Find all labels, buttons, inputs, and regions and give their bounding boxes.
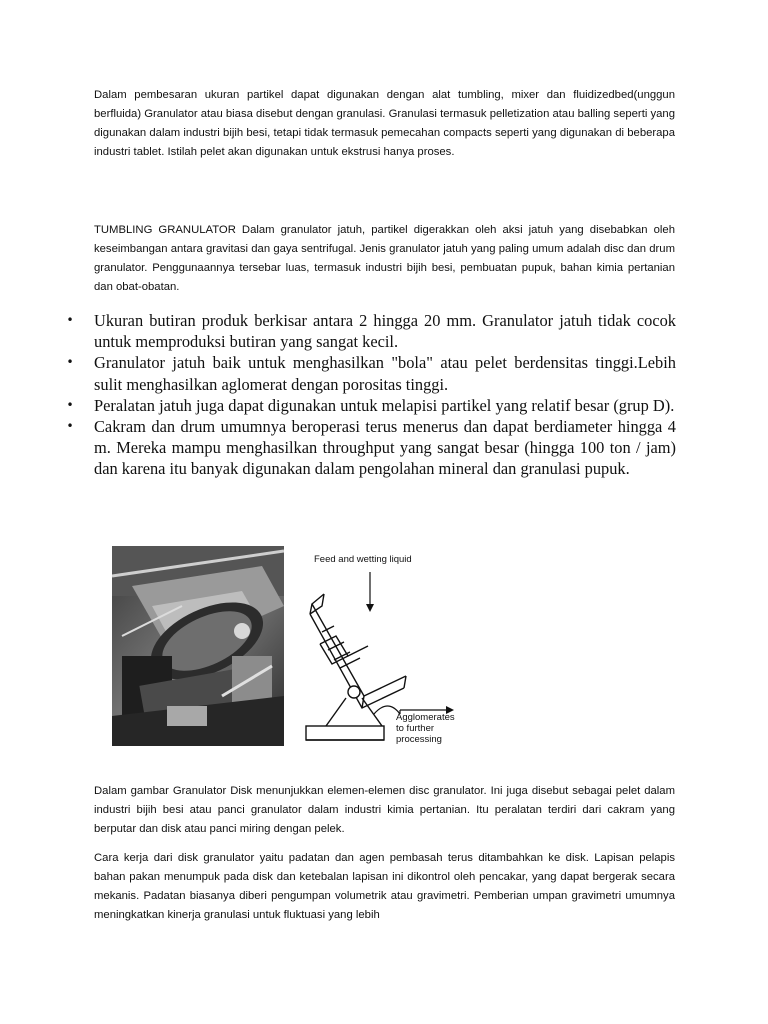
bullet-text: Peralatan jatuh juga dapat digunakan untuk melapisi partikel yang relatif besar (grup D). [94, 395, 675, 415]
list-item [64, 395, 676, 416]
intro-paragraph: Dalam pembesaran ukuran partikel dapat digunakan dengan alat tumbling, mixer dan fluidizedbed(unggun berfluida) Granulator atau biasa disebut dengan granulasi. Granulasi termasuk pelletization atau balling seperti yang digunakan dalam industri bijih besi, tetapi tidak termasuk pemecahan compacts seperti yang digunakan di beberapa industri tablet. Istilah pelet akan digunakan untuk ekstrusi hanya proses. [94, 89, 675, 158]
bullet-text: Granulator jatuh baik untuk menghasilkan "bola" atau pelet berdensitas tinggi.Lebih sulit menghasilkan aglomerat dengan porositas tinggi. [94, 353, 676, 394]
bullet-icon: • [66, 419, 74, 434]
granulator-photo [112, 546, 284, 746]
bullet-text: Ukuran butiran produk berkisar antara 2 hingga 20 mm. Granulator jatuh tidak cocok untuk memproduksi butiran yang sangat kecil. [94, 311, 676, 352]
bullet-icon: • [66, 355, 74, 370]
list-item [64, 352, 676, 394]
list-item [64, 310, 676, 352]
tumbling-granulator-paragraph: TUMBLING GRANULATOR Dalam granulator jatuh, partikel digerakkan oleh aksi jatuh yang disebabkan oleh keseimbangan antara gravitasi dan gaya sentrifugal. Jenis granulator jatuh yang paling umum adalah disc dan drum granulator. Penggunaannya tersebar luas, termasuk industri bijih besi, pembuatan pupuk, bahan kimia pertanian dan obat-obatan. [94, 224, 675, 293]
agglomerates-label-line2: to further [396, 723, 435, 734]
bullet-icon: • [66, 313, 74, 327]
support-stand [306, 698, 384, 740]
agglomerates-label-line1: Agglomerates [396, 712, 455, 723]
working-principle-paragraph: Cara kerja dari disk granulator yaitu padatan dan agen pembasah terus ditambahkan ke disk. Lapisan pelapis bahan pakan menumpuk pada disk dan ketebalan lapisan ini dikontrol oleh pencakar, yang dapat bergerak secara mekanis. Padatan biasanya diberi pengumpan volumetrik atau gravimetri. Pemberian umpan gravimetri umumnya meningkatkan kinerja granulasi untuk fluktuasi yang lebih [94, 852, 675, 921]
disc-granulator-paragraph: Dalam gambar Granulator Disk menunjukkan elemen-elemen disc granulator. Ini juga disebut sebagai pelet dalam industri bijih besi atau panci granulator dalam industri kimia pertanian. Itu peralatan terdiri dari cakram yang berputar dan disk atau panci miring dengan pelek. [94, 785, 675, 835]
bullet-text: Cakram dan drum umumnya beroperasi terus menerus dan dapat berdiameter hingga 4 m. Mereka mampu menghasilkan throughput yang sangat besar (hingga 100 ton / jam) dan karena itu banyak digunakan dalam pengolahan mineral dan granulasi pupuk. [94, 417, 676, 479]
bullet-list [64, 310, 676, 480]
bullet-icon: • [66, 397, 74, 412]
list-item [64, 416, 676, 480]
disc-granulator-diagram [288, 548, 518, 752]
feed-label: Feed and wetting liquid [314, 554, 412, 565]
agglomerates-label-line3: processing [396, 734, 442, 745]
